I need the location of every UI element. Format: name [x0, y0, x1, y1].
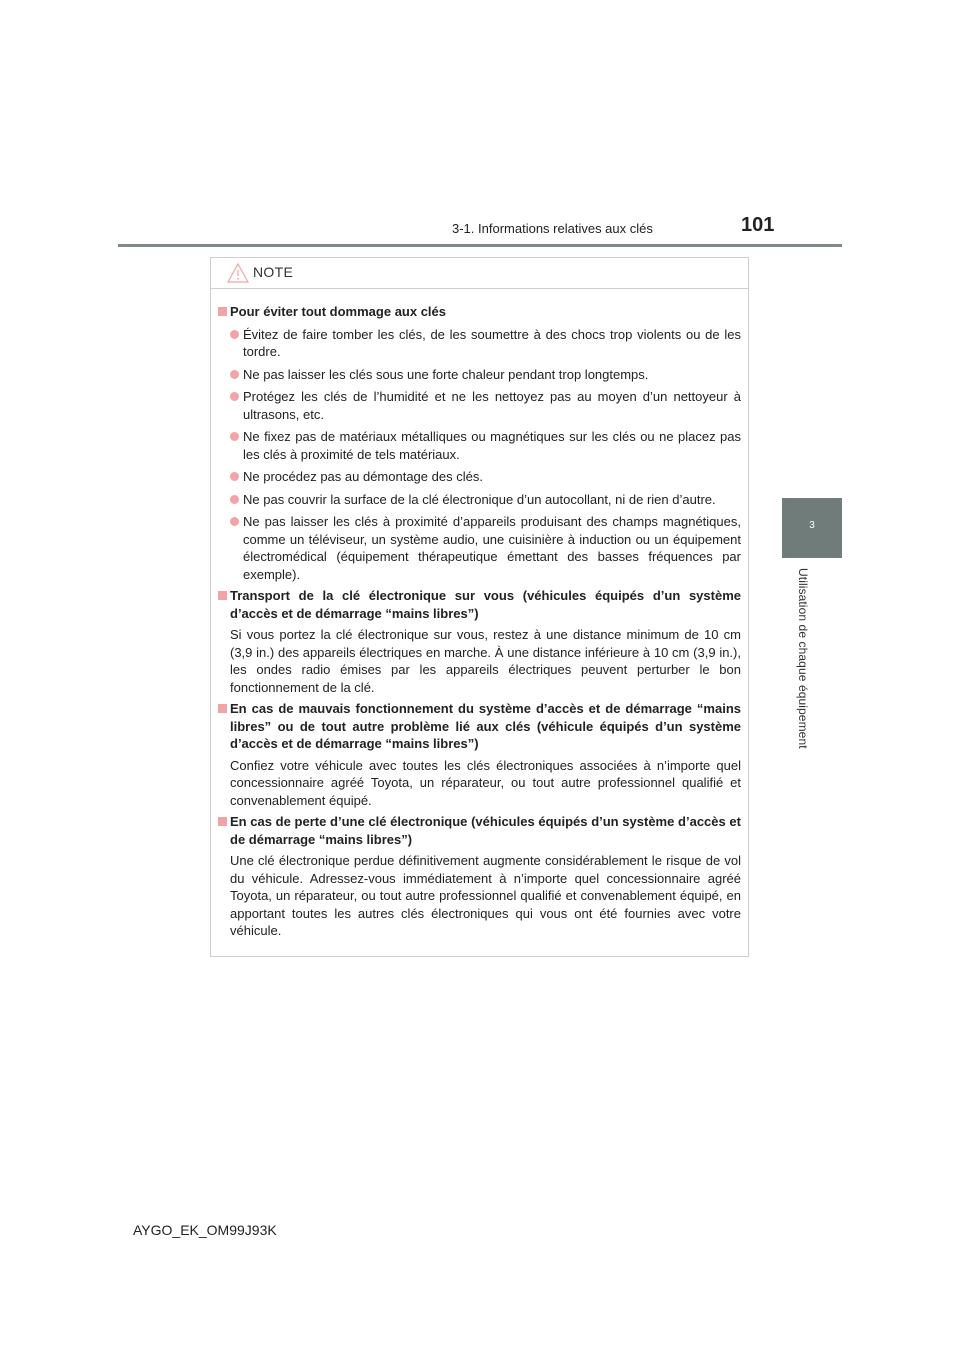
- section-heading: Pour éviter tout dommage aux clés: [230, 304, 447, 319]
- round-bullet-icon: [230, 517, 239, 526]
- round-bullet-icon: [230, 432, 239, 441]
- note-section-transport: [218, 587, 741, 696]
- list-item: Ne fixez pas de matériaux métalliques ou magnétiques sur les clés ou ne placez pas les clés à proximité de tels matériaux.: [230, 428, 741, 463]
- list-item: Évitez de faire tomber les clés, de les soumettre à des chocs trop violents ou de les tordre.: [230, 326, 741, 361]
- square-bullet-icon: [218, 591, 227, 600]
- section-text: Confiez votre véhicule avec toutes les clés électroniques associées à n’importe quel concessionnaire agréé Toyota, un réparateur, ou tout autre professionnel qualifié et convenablement équipé.: [230, 757, 741, 808]
- square-bullet-icon: [218, 307, 227, 316]
- note-section-malfunction: [218, 700, 741, 809]
- square-bullet-icon: [218, 817, 227, 826]
- round-bullet-icon: [230, 472, 239, 481]
- list-item: Ne procédez pas au démontage des clés.: [230, 468, 741, 486]
- section-text: Une clé électronique perdue définitivement augmente considérablement le risque de vol du véhicule. Adressez-vous immédiatement à n’importe quel concessionnaire agréé Toyota, un réparateur, ou tout autre professionnel qualifié et convenablement équipé, en apportant toutes les autres clés électroniques qui vous ont été fournies avec votre véhicule.: [230, 853, 741, 938]
- round-bullet-icon: [230, 392, 239, 401]
- section-heading: En cas de mauvais fonctionnement du système d’accès et de démarrage “mains libres” ou de tout autre problème lié aux clés (véhicule équipés d’un système d’accès et de démarrage “mains libres”): [230, 701, 741, 751]
- warning-triangle-icon: [227, 263, 249, 283]
- round-bullet-icon: [230, 495, 239, 504]
- header-section-title: 3-1. Informations relatives aux clés: [452, 221, 653, 236]
- page-number: 101: [741, 214, 775, 236]
- note-body: [211, 289, 748, 940]
- note-box: [210, 257, 749, 957]
- list-item: Ne pas laisser les clés sous une forte chaleur pendant trop longtemps.: [230, 366, 741, 384]
- note-section-key-damage: [218, 303, 741, 583]
- chapter-number: 3: [809, 520, 815, 531]
- chapter-tab: [782, 498, 842, 558]
- round-bullet-icon: [230, 370, 239, 379]
- chapter-label: Utilisation de chaque équipement: [796, 568, 810, 749]
- round-bullet-icon: [230, 330, 239, 339]
- section-text: Si vous portez la clé électronique sur vous, restez à une distance minimum de 10 cm (3,9 in.) des appareils électriques en marche. À une distance inférieure à 10 cm (3,9 in.), les ondes radio émises par les appareils électriques peuvent perturber le bon fonctionnement de la clé.: [230, 627, 741, 695]
- document-code: AYGO_EK_OM99J93K: [133, 1222, 277, 1238]
- list-item: Protégez les clés de l’humidité et ne les nettoyez pas au moyen d’un nettoyeur à ultrasons, etc.: [230, 388, 741, 423]
- note-title: NOTE: [253, 264, 294, 280]
- header-divider: [118, 244, 842, 247]
- section-heading: Transport de la clé électronique sur vous (véhicules équipés d’un système d’accès et de démarrage “mains libres”): [230, 588, 741, 621]
- section-heading: En cas de perte d’une clé électronique (véhicules équipés d’un système d’accès et de démarrage “mains libres”): [230, 814, 741, 847]
- list-item: Ne pas couvrir la surface de la clé électronique d’un autocollant, ni de rien d’autre.: [230, 491, 741, 509]
- note-section-lost-key: [218, 813, 741, 940]
- square-bullet-icon: [218, 704, 227, 713]
- list-item: Ne pas laisser les clés à proximité d’appareils produisant des champs magnétiques, comme un téléviseur, un système audio, une cuisinière à induction ou un équipement électromédical (équipement thérapeutique émettant des basses fréquences par exemple).: [230, 513, 741, 583]
- note-header: [211, 258, 748, 289]
